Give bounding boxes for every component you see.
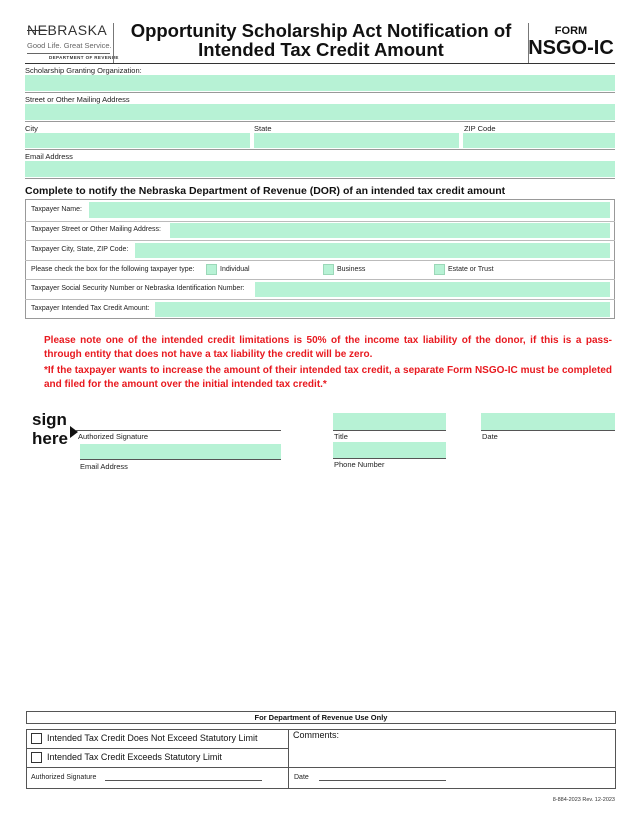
phone-line	[333, 458, 446, 459]
signer-email-input[interactable]	[80, 444, 281, 459]
row-rule	[25, 178, 615, 179]
phone-input[interactable]	[333, 442, 446, 458]
row-rule	[25, 221, 615, 222]
dor-column-divider	[288, 729, 289, 789]
title-line	[333, 430, 446, 431]
street-label: Street or Other Mailing Address	[25, 95, 130, 104]
nebraska-logo: NEBRASKA	[27, 22, 108, 38]
title-input[interactable]	[333, 413, 446, 430]
taxpayer-amount-input[interactable]	[155, 302, 610, 317]
taxpayer-amount-label: Taxpayer Intended Tax Credit Amount:	[31, 305, 150, 312]
taxpayer-street-input[interactable]	[170, 223, 610, 238]
sign-date-input[interactable]	[481, 413, 615, 430]
increase-credit-note: *If the taxpayer wants to increase the amount of their intended tax credit, a separate Form NSGO-IC must be completed and filed for the amount over the initial intended tax credit.*	[44, 365, 612, 390]
email-label: Email Address	[25, 152, 73, 161]
taxpayer-city-label: Taxpayer City, State, ZIP Code:	[31, 246, 129, 253]
header-rule	[25, 63, 615, 64]
city-label: City	[25, 124, 38, 133]
not-exceed-checkbox[interactable]	[31, 733, 42, 744]
form-word: FORM	[554, 25, 588, 37]
street-input[interactable]	[25, 104, 615, 120]
taxpayer-city-input[interactable]	[135, 243, 610, 258]
state-label: State	[254, 124, 272, 133]
sign-date-label: Date	[482, 432, 498, 441]
sgo-input[interactable]	[25, 75, 615, 91]
comments-label: Comments:	[293, 730, 340, 740]
signer-email-label: Email Address	[80, 462, 128, 471]
dor-date-label: Date	[294, 774, 309, 781]
sign-date-line	[481, 430, 615, 431]
row-rule	[25, 92, 615, 93]
state-input[interactable]	[254, 133, 459, 148]
taxpayer-street-label: Taxpayer Street or Other Mailing Address:	[31, 226, 161, 233]
dor-row-divider	[26, 767, 616, 768]
dor-date-line[interactable]	[319, 780, 446, 781]
authorized-signature-label: Authorized Signature	[78, 432, 149, 441]
dor-row-divider	[26, 748, 288, 749]
dor-use-heading: For Department of Revenue Use Only	[26, 711, 616, 724]
estate-trust-checkbox[interactable]	[434, 264, 445, 275]
credit-limit-note: Please note one of the intended credit limitations is 50% of the income tax liability of the donor, if this is a pass-through entity that does not have a tax liability the credit will be zero.	[44, 335, 612, 360]
row-rule	[25, 260, 615, 261]
exceeds-label: Intended Tax Credit Exceeds Statutory Limit	[47, 752, 222, 762]
taxpayer-type-label: Please check the box for the following taxpayer type:	[31, 266, 195, 273]
dor-signature-line[interactable]	[105, 780, 262, 781]
row-rule	[25, 121, 615, 122]
zip-input[interactable]	[463, 133, 615, 148]
city-input[interactable]	[25, 133, 250, 148]
estate-trust-label: Estate or Trust	[448, 266, 494, 273]
section-heading: Complete to notify the Nebraska Department of Revenue (DOR) of an intended tax credit amount	[25, 185, 506, 197]
row-rule	[25, 149, 615, 150]
taxpayer-ssn-label: Taxpayer Social Security Number or Nebraska Identification Number:	[31, 285, 245, 292]
zip-label: ZIP Code	[464, 124, 496, 133]
signer-email-line	[80, 459, 281, 460]
row-rule	[25, 240, 615, 241]
row-rule	[25, 299, 615, 300]
logo-divider	[27, 53, 110, 54]
sgo-label: Scholarship Granting Organization:	[25, 66, 142, 75]
individual-label: Individual	[220, 266, 250, 273]
logo-department: DEPARTMENT OF REVENUE	[49, 55, 119, 60]
comments-area[interactable]	[292, 740, 612, 766]
not-exceed-label: Intended Tax Credit Does Not Exceed Statutory Limit	[47, 733, 258, 743]
dor-signature-label: Authorized Signature	[31, 774, 97, 781]
row-rule	[25, 279, 615, 280]
business-checkbox[interactable]	[323, 264, 334, 275]
exceeds-checkbox[interactable]	[31, 752, 42, 763]
taxpayer-ssn-input[interactable]	[255, 282, 610, 297]
phone-label: Phone Number	[334, 460, 385, 469]
taxpayer-name-label: Taxpayer Name:	[31, 206, 82, 213]
email-input[interactable]	[25, 161, 615, 177]
taxpayer-name-input[interactable]	[89, 202, 610, 218]
authorized-signature-line[interactable]	[76, 430, 281, 431]
page-title: Opportunity Scholarship Act Notification of Intended Tax Credit Amount	[130, 20, 512, 60]
form-number: NSGO-IC	[528, 37, 614, 59]
individual-checkbox[interactable]	[206, 264, 217, 275]
logo-tagline: Good Life. Great Service.	[27, 41, 112, 50]
sign-arrow-icon	[70, 426, 78, 438]
sign-here-label: sign here	[32, 410, 68, 448]
header-divider-left	[113, 23, 114, 63]
business-label: Business	[337, 266, 366, 273]
title-label: Title	[334, 432, 348, 441]
form-revision: 8-884-2023 Rev. 12-2023	[552, 797, 615, 803]
